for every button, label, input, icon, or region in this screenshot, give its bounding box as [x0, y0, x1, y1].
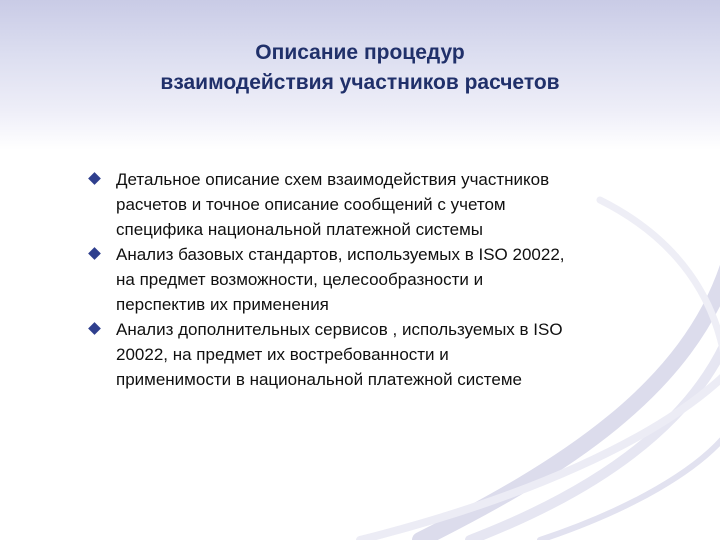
bullet-text-line: Детальное описание схем взаимодействия участников	[116, 170, 550, 189]
slide-title	[60, 38, 660, 98]
bullet-item	[88, 242, 648, 317]
bullet-text-line: Анализ базовых стандартов, используемых в ISO 20022,	[116, 245, 565, 264]
title-line: Описание процедур	[255, 41, 465, 64]
bullet-text-line: на предмет возможности, целесообразности и	[116, 270, 484, 289]
bullet-item	[88, 167, 648, 242]
title-line: взаимодействия участников расчетов	[160, 71, 560, 94]
bullet-text-line: 20022, на предмет их востребованности и	[116, 345, 449, 364]
diamond-bullet-icon	[88, 322, 101, 335]
bullet-text-line: Анализ дополнительных сервисов , используемых в ISO	[116, 320, 563, 339]
swoosh-curve	[540, 430, 720, 540]
diamond-bullet-icon	[88, 247, 101, 260]
bullet-list	[88, 167, 648, 392]
bullet-text-line: перспектив их применения	[116, 295, 329, 314]
bullet-text-line: расчетов и точное описание сообщений с учетом	[116, 195, 506, 214]
bullet-text-line: применимости в национальной платежной системе	[116, 370, 522, 389]
bullet-text-line: специфика национальной платежной системы	[116, 220, 484, 239]
diamond-bullet-icon	[88, 172, 101, 185]
bullet-item	[88, 317, 648, 392]
